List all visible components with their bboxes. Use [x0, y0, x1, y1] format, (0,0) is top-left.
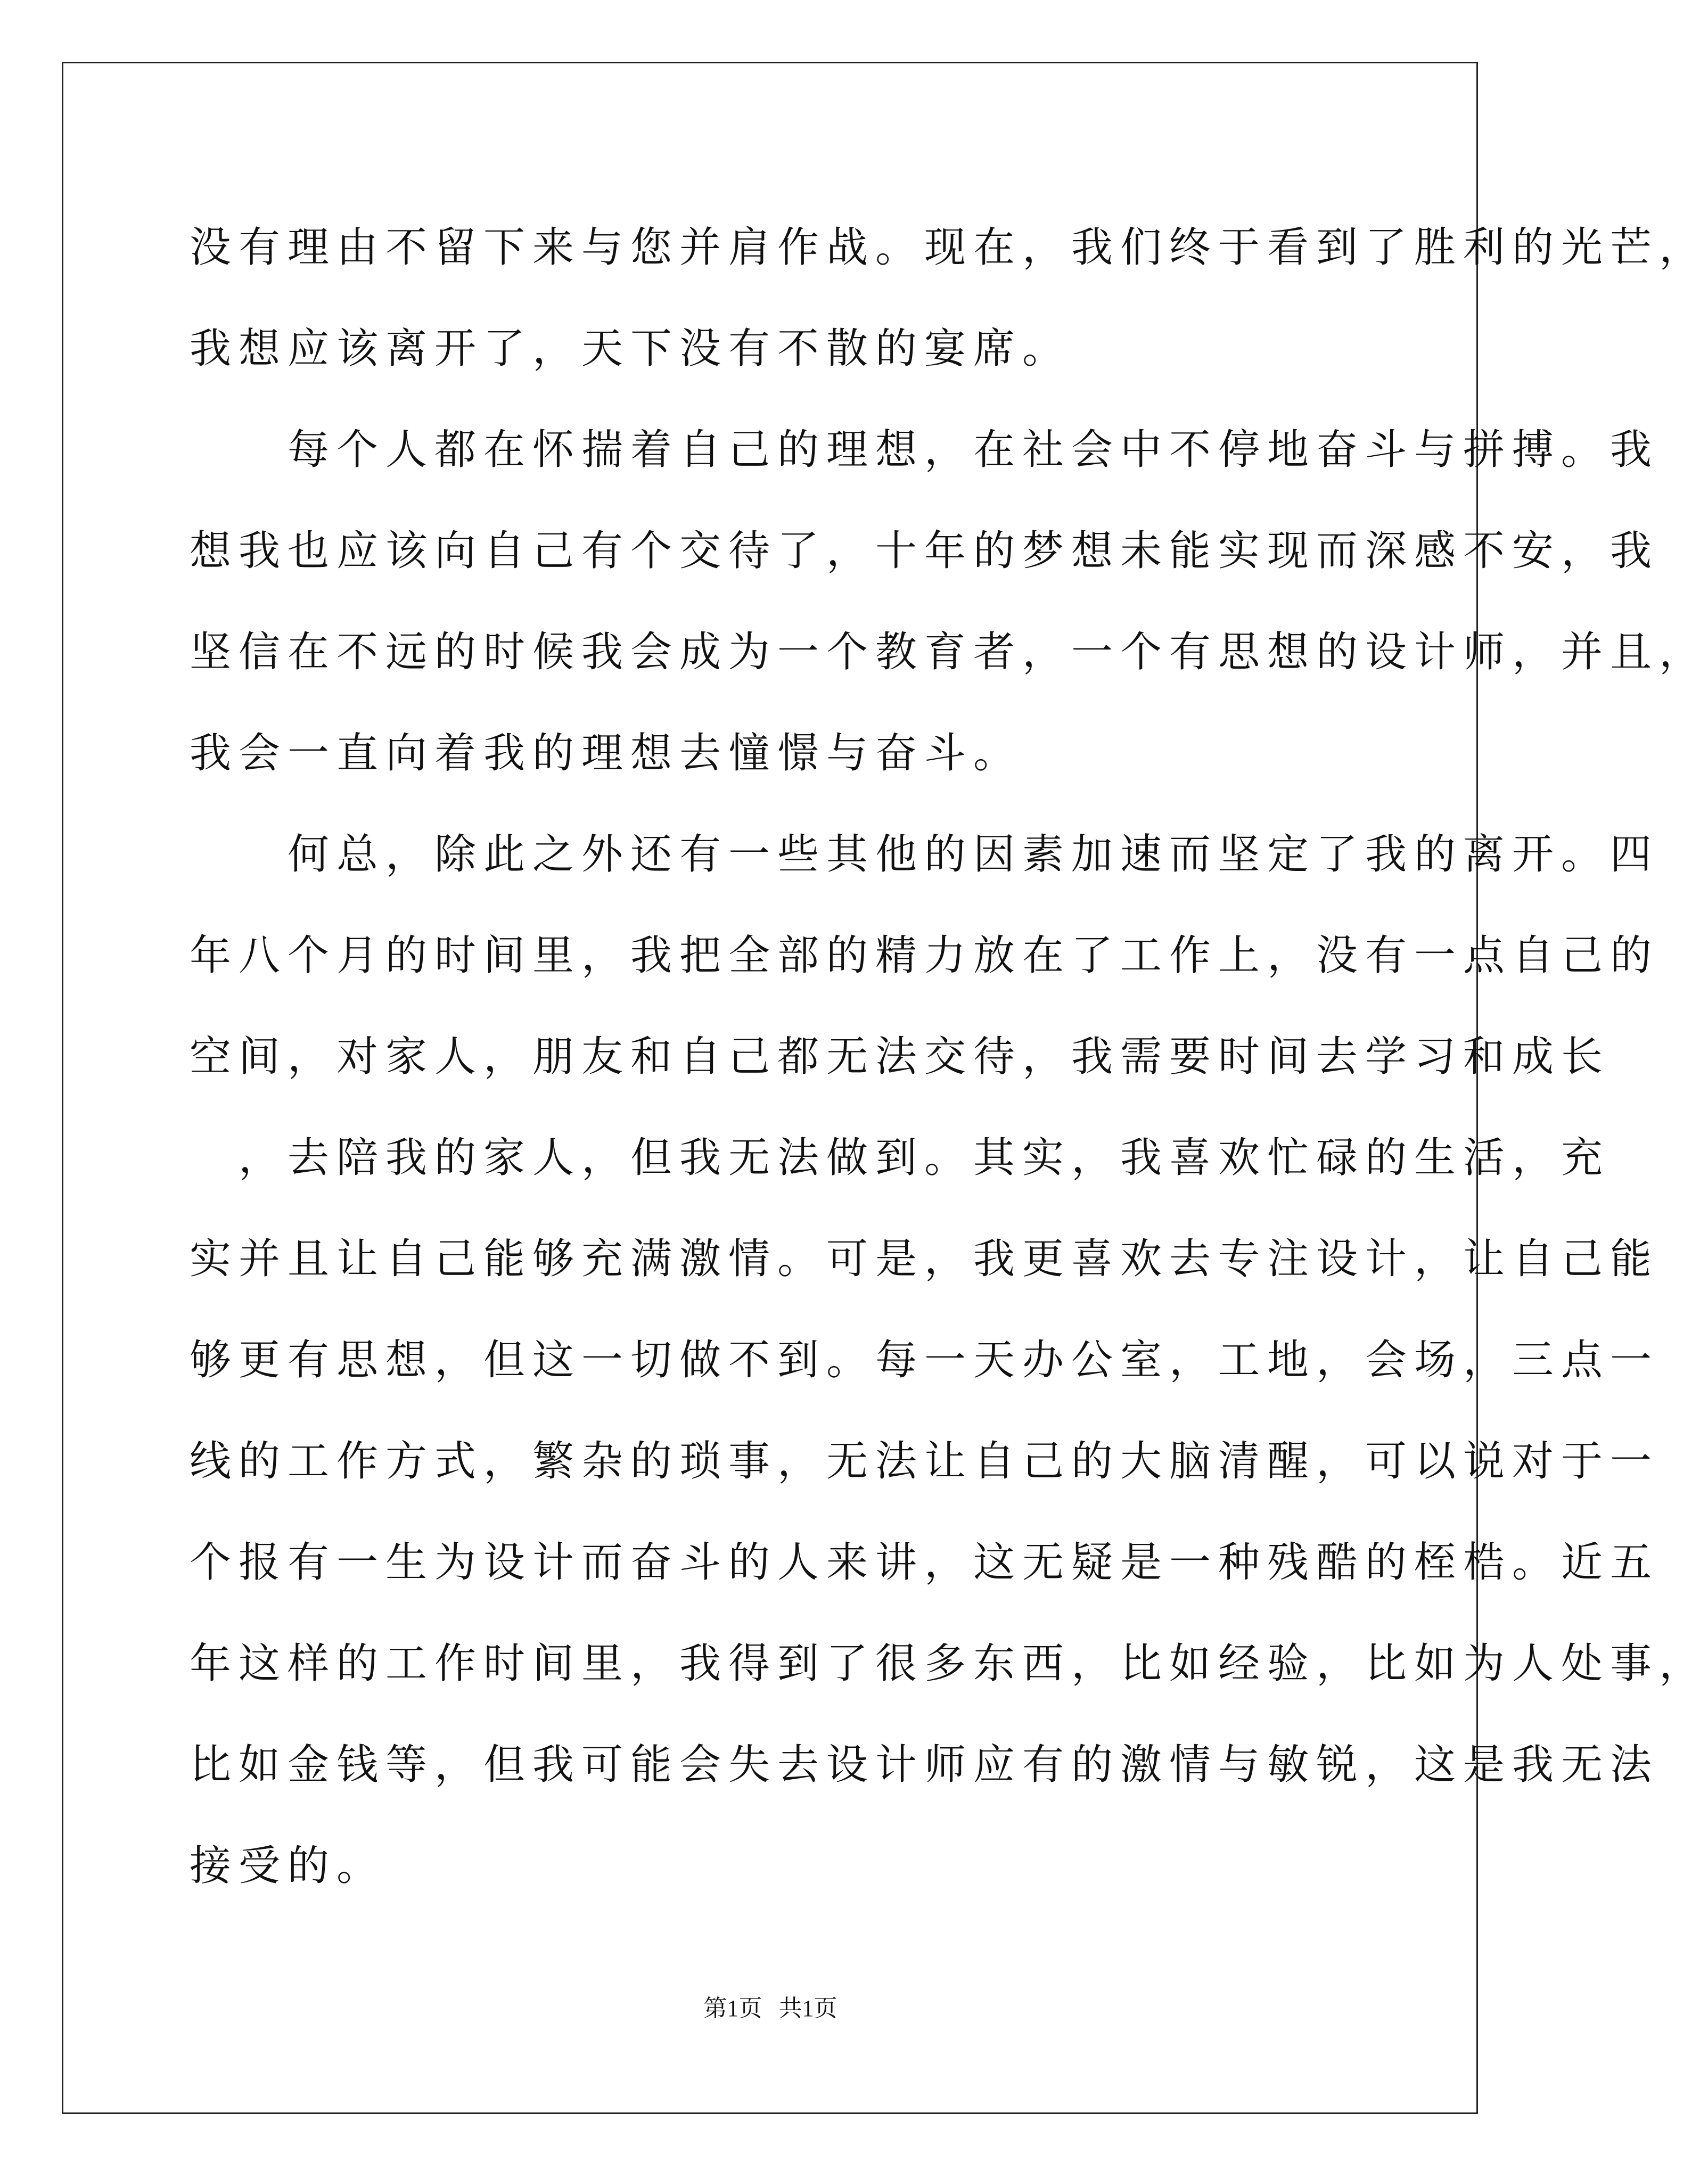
text-line: 何总，除此之外还有一些其他的因素加速而坚定了我的离开。四	[190, 831, 1660, 878]
text-line: 坚信在不远的时候我会成为一个教育者，一个有思想的设计师，并且，	[190, 628, 1708, 676]
text-line: 年八个月的时间里，我把全部的精力放在了工作上，没有一点自己的	[190, 932, 1660, 980]
text-line: 每个人都在怀揣着自己的理想，在社会中不停地奋斗与拼搏。我	[190, 426, 1660, 474]
text-line: 年这样的工作时间里，我得到了很多东西，比如经验，比如为人处事，	[190, 1640, 1708, 1688]
text-line: 我想应该离开了，天下没有不散的宴席。	[190, 325, 1072, 373]
text-line: 接受的。	[190, 1842, 386, 1890]
text-line: 比如金钱等，但我可能会失去设计师应有的激情与敏锐，这是我无法	[190, 1741, 1660, 1789]
text-line: 线的工作方式，繁杂的琐事，无法让自己的大脑清醒，可以说对于一	[190, 1437, 1660, 1485]
page-total: 共1页	[778, 1995, 837, 2021]
text-line: 想我也应该向自己有个交待了，十年的梦想未能实现而深感不安，我	[190, 527, 1660, 575]
document-body	[190, 197, 1708, 1917]
text-line: 实并且让自己能够充满激情。可是，我更喜欢去专注设计，让自己能	[190, 1235, 1660, 1283]
text-line: ，去陪我的家人，但我无法做到。其实，我喜欢忙碌的生活，充	[190, 1134, 1611, 1182]
page-footer	[0, 1989, 1541, 2023]
text-line: 个报有一生为设计而奋斗的人来讲，这无疑是一种残酷的桎梏。近五	[190, 1539, 1660, 1586]
text-line: 够更有思想，但这一切做不到。每一天办公室，工地，会场，三点一	[190, 1336, 1660, 1384]
text-line: 我会一直向着我的理想去憧憬与奋斗。	[190, 729, 1023, 777]
text-line: 没有理由不留下来与您并肩作战。现在，我们终于看到了胜利的光芒，	[190, 224, 1708, 272]
text-line: 空间，对家人，朋友和自己都无法交待，我需要时间去学习和成长	[190, 1033, 1611, 1081]
page-number: 第1页	[703, 1995, 762, 2021]
